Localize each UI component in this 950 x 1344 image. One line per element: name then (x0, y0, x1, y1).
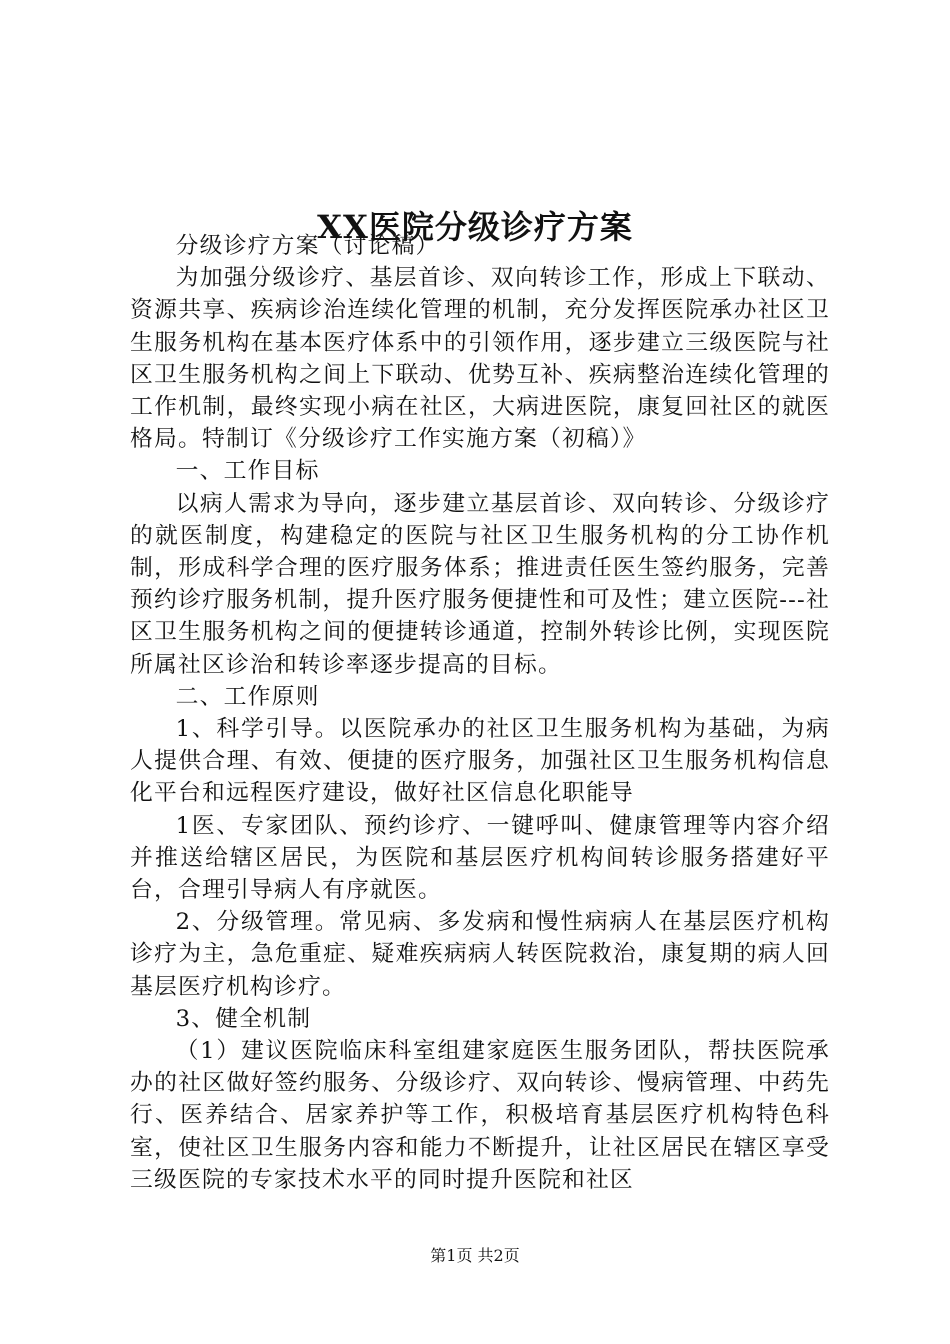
principle-3-heading: 3、健全机制 (175, 1005, 312, 1032)
subtitle-paragraph: 分级诊疗方案（讨论稿） (175, 233, 440, 259)
principle-1-continued-paragraph: 1医、专家团队、预约诊疗、一键呼叫、健康管理等内容介绍并推送给辖区居民，为医院和基层医疗机构间转诊服务搭建好平台，合理引导病人有序就医。 (130, 812, 830, 904)
page-footer: 第1页 共2页 (430, 1246, 520, 1265)
principle-2-paragraph: 2、分级管理。常见病、多发病和慢性病病人在基层医疗机构诊疗为主，急危重症、疑难疾病病人转医院救治，康复期的病人回基层医疗机构诊疗。 (130, 909, 830, 1000)
section-heading-principles: 二、工作原则 (175, 683, 320, 710)
document-body (130, 230, 830, 1196)
principle-3-item-1-paragraph: （1）建议医院临床科室组建家庭医生服务团队，帮扶医院承办的社区做好签约服务、分级诊疗、双向转诊、慢病管理、中药先行、医养结合、居家养护等工作，积极培育基层医疗机构特色科室，使社区卫生服务内容和能力不断提升，让社区居民在辖区享受三级医院的专家技术水平的同时提升医院和社区 (130, 1038, 830, 1193)
goals-paragraph: 以病人需求为导向，逐步建立基层首诊、双向转诊、分级诊疗的就医制度，构建稳定的医院与社区卫生服务机构的分工协作机制，形成科学合理的医疗服务体系；推进责任医生签约服务，完善预约诊疗服务机制，提升医疗服务便捷性和可及性；建立医院---社区卫生服务机构之间的便捷转诊通道，控制外转诊比例，实现医院所属社区诊治和转诊率逐步提高的目标。 (130, 490, 830, 678)
document-title: XX医院分级诊疗方案 (317, 208, 633, 247)
section-heading-goals: 一、工作目标 (175, 458, 320, 485)
principle-1-paragraph: 1、科学引导。以医院承办的社区卫生服务机构为基础，为病人提供合理、有效、便捷的医疗服务，加强社区卫生服务机构信息化平台和远程医疗建设，做好社区信息化职能导 (130, 716, 830, 807)
intro-paragraph: 为加强分级诊疗、基层首诊、双向转诊工作，形成上下联动、资源共享、疾病诊治连续化管理的机制，充分发挥医院承办社区卫生服务机构在基本医疗体系中的引领作用，逐步建立三级医院与社区卫生服务机构之间上下联动、优势互补、疾病整治连续化管理的工作机制，最终实现小病在社区，大病进医院，康复回社区的就医格局。特制订《分级诊疗工作实施方案（初稿）》 (130, 265, 830, 453)
